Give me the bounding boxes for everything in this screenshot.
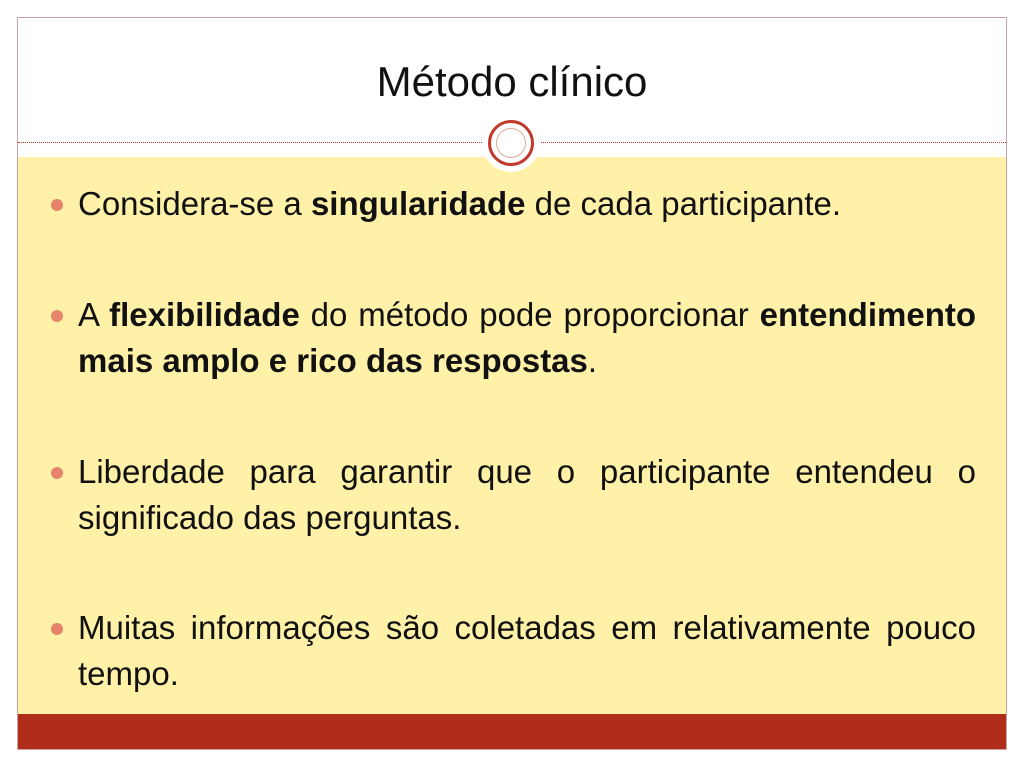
bullet-dot-icon — [51, 623, 63, 635]
bullet-list — [48, 181, 976, 697]
bullet-text: Muitas informações são coletadas em relativamente pouco tempo. — [78, 609, 976, 692]
circle-ornament-icon — [482, 114, 540, 172]
slide — [17, 17, 1007, 750]
ornament-ring — [488, 120, 534, 166]
bullet-text: A flexibilidade do método pode proporcionar entendimento mais amplo e rico das respostas. — [78, 296, 976, 379]
bullet-item — [48, 181, 976, 227]
slide-title: Método clínico — [376, 58, 648, 105]
bullet-dot-icon — [51, 467, 63, 479]
bullet-item — [48, 605, 976, 697]
bullet-item — [48, 292, 976, 384]
ornament-inner-ring — [496, 128, 526, 158]
bullet-text: Considera-se a singularidade de cada participante. — [78, 185, 842, 222]
footer-bar — [18, 714, 1006, 749]
bullet-dot-icon — [51, 199, 63, 211]
bullet-text: Liberdade para garantir que o participante entendeu o significado das perguntas. — [78, 453, 976, 536]
bullet-dot-icon — [51, 310, 63, 322]
bullet-item — [48, 449, 976, 541]
